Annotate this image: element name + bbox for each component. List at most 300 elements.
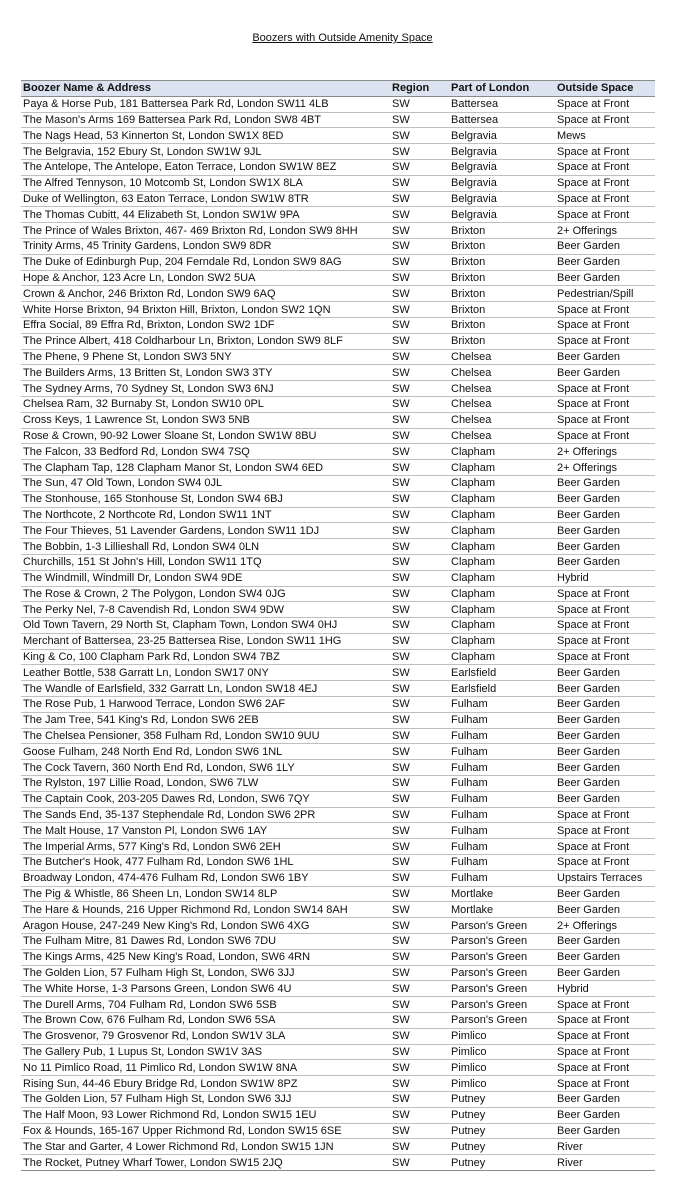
cell-name-address: The Clapham Tap, 128 Clapham Manor St, London SW4 6ED xyxy=(21,460,390,476)
cell-outside-space: Beer Garden xyxy=(555,665,655,681)
table-header-row xyxy=(21,81,655,97)
cell-name-address: The Windmill, Windmill Dr, London SW4 9DE xyxy=(21,570,390,586)
cell-outside-space: Beer Garden xyxy=(555,744,655,760)
table-row xyxy=(21,475,655,491)
cell-name-address: Rising Sun, 44-46 Ebury Bridge Rd, London SW1W 8PZ xyxy=(21,1076,390,1092)
table-row xyxy=(21,586,655,602)
cell-region: SW xyxy=(390,460,449,476)
cell-region: SW xyxy=(390,886,449,902)
table-row xyxy=(21,1076,655,1092)
cell-name-address: Paya & Horse Pub, 181 Battersea Park Rd, London SW11 4LB xyxy=(21,96,390,112)
cell-outside-space: Space at Front xyxy=(555,586,655,602)
cell-name-address: White Horse Brixton, 94 Brixton Hill, Brixton, London SW2 1QN xyxy=(21,302,390,318)
cell-name-address: The Rose Pub, 1 Harwood Terrace, London SW6 2AF xyxy=(21,697,390,713)
cell-outside-space: Space at Front xyxy=(555,144,655,160)
table-row xyxy=(21,681,655,697)
cell-region: SW xyxy=(390,302,449,318)
cell-region: SW xyxy=(390,823,449,839)
cell-region: SW xyxy=(390,618,449,634)
table-row xyxy=(21,381,655,397)
cell-part-of-london: Clapham xyxy=(449,586,555,602)
cell-name-address: Churchills, 151 St John's Hill, London SW11 1TQ xyxy=(21,554,390,570)
cell-outside-space: Space at Front xyxy=(555,1028,655,1044)
cell-part-of-london: Fulham xyxy=(449,791,555,807)
column-header-outside-space: Outside Space xyxy=(555,81,655,97)
cell-outside-space: River xyxy=(555,1139,655,1155)
column-header-part-of-london: Part of London xyxy=(449,81,555,97)
cell-part-of-london: Chelsea xyxy=(449,349,555,365)
cell-region: SW xyxy=(390,728,449,744)
cell-region: SW xyxy=(390,428,449,444)
cell-region: SW xyxy=(390,475,449,491)
cell-outside-space: River xyxy=(555,1155,655,1171)
cell-part-of-london: Parson's Green xyxy=(449,1013,555,1029)
cell-region: SW xyxy=(390,1092,449,1108)
table-row xyxy=(21,460,655,476)
table-row xyxy=(21,776,655,792)
table-row xyxy=(21,807,655,823)
table-row xyxy=(21,870,655,886)
cell-outside-space: Beer Garden xyxy=(555,776,655,792)
table-row xyxy=(21,428,655,444)
cell-part-of-london: Clapham xyxy=(449,491,555,507)
cell-part-of-london: Pimlico xyxy=(449,1028,555,1044)
cell-region: SW xyxy=(390,207,449,223)
cell-outside-space: Beer Garden xyxy=(555,475,655,491)
cell-outside-space: Space at Front xyxy=(555,1044,655,1060)
document-title: Boozers with Outside Amenity Space xyxy=(252,32,433,44)
cell-name-address: Hope & Anchor, 123 Acre Ln, London SW2 5UA xyxy=(21,270,390,286)
table-row xyxy=(21,507,655,523)
cell-name-address: Leather Bottle, 538 Garratt Ln, London SW17 0NY xyxy=(21,665,390,681)
cell-region: SW xyxy=(390,112,449,128)
cell-name-address: The Half Moon, 93 Lower Richmond Rd, London SW15 1EU xyxy=(21,1107,390,1123)
cell-name-address: The Golden Lion, 57 Fulham High St, London SW6 3JJ xyxy=(21,1092,390,1108)
cell-outside-space: Space at Front xyxy=(555,207,655,223)
cell-part-of-london: Putney xyxy=(449,1123,555,1139)
cell-region: SW xyxy=(390,681,449,697)
cell-name-address: Old Town Tavern, 29 North St, Clapham Town, London SW4 0HJ xyxy=(21,618,390,634)
cell-outside-space: Space at Front xyxy=(555,412,655,428)
cell-region: SW xyxy=(390,649,449,665)
cell-part-of-london: Brixton xyxy=(449,270,555,286)
cell-region: SW xyxy=(390,238,449,254)
cell-part-of-london: Fulham xyxy=(449,697,555,713)
cell-name-address: The Bobbin, 1-3 Lillieshall Rd, London SW4 0LN xyxy=(21,539,390,555)
cell-outside-space: Beer Garden xyxy=(555,254,655,270)
cell-region: SW xyxy=(390,1139,449,1155)
cell-region: SW xyxy=(390,554,449,570)
cell-outside-space: Beer Garden xyxy=(555,697,655,713)
cell-part-of-london: Parson's Green xyxy=(449,965,555,981)
cell-name-address: The Pig & Whistle, 86 Sheen Ln, London SW14 8LP xyxy=(21,886,390,902)
table-row xyxy=(21,254,655,270)
cell-outside-space: Space at Front xyxy=(555,997,655,1013)
cell-outside-space: Beer Garden xyxy=(555,934,655,950)
cell-region: SW xyxy=(390,839,449,855)
cell-region: SW xyxy=(390,949,449,965)
cell-name-address: Chelsea Ram, 32 Burnaby St, London SW10 0PL xyxy=(21,396,390,412)
cell-region: SW xyxy=(390,1123,449,1139)
cell-name-address: The Stonhouse, 165 Stonhouse St, London SW4 6BJ xyxy=(21,491,390,507)
cell-name-address: The Mason's Arms 169 Battersea Park Rd, London SW8 4BT xyxy=(21,112,390,128)
table-row xyxy=(21,554,655,570)
cell-part-of-london: Chelsea xyxy=(449,428,555,444)
table-row xyxy=(21,523,655,539)
cell-part-of-london: Parson's Green xyxy=(449,949,555,965)
cell-region: SW xyxy=(390,412,449,428)
cell-region: SW xyxy=(390,317,449,333)
cell-name-address: The Gallery Pub, 1 Lupus St, London SW1V 3AS xyxy=(21,1044,390,1060)
cell-region: SW xyxy=(390,523,449,539)
cell-part-of-london: Clapham xyxy=(449,649,555,665)
cell-name-address: The Builders Arms, 13 Britten St, London SW3 3TY xyxy=(21,365,390,381)
cell-outside-space: Beer Garden xyxy=(555,681,655,697)
table-row xyxy=(21,333,655,349)
cell-part-of-london: Clapham xyxy=(449,460,555,476)
cell-name-address: King & Co, 100 Clapham Park Rd, London SW4 7BZ xyxy=(21,649,390,665)
cell-part-of-london: Fulham xyxy=(449,855,555,871)
table-row xyxy=(21,365,655,381)
cell-name-address: The Sun, 47 Old Town, London SW4 0JL xyxy=(21,475,390,491)
cell-name-address: Merchant of Battersea, 23-25 Battersea Rise, London SW11 1HG xyxy=(21,633,390,649)
cell-outside-space: Beer Garden xyxy=(555,949,655,965)
table-row xyxy=(21,744,655,760)
table-row xyxy=(21,728,655,744)
cell-outside-space: Space at Front xyxy=(555,333,655,349)
cell-name-address: The Star and Garter, 4 Lower Richmond Rd, London SW15 1JN xyxy=(21,1139,390,1155)
cell-name-address: The Sands End, 35-137 Stephendale Rd, London SW6 2PR xyxy=(21,807,390,823)
cell-part-of-london: Belgravia xyxy=(449,159,555,175)
cell-region: SW xyxy=(390,997,449,1013)
cell-name-address: Trinity Arms, 45 Trinity Gardens, London SW9 8DR xyxy=(21,238,390,254)
cell-region: SW xyxy=(390,144,449,160)
cell-region: SW xyxy=(390,870,449,886)
cell-outside-space: Beer Garden xyxy=(555,238,655,254)
cell-name-address: The Antelope, The Antelope, Eaton Terrace, London SW1W 8EZ xyxy=(21,159,390,175)
cell-name-address: The Belgravia, 152 Ebury St, London SW1W 9JL xyxy=(21,144,390,160)
cell-region: SW xyxy=(390,286,449,302)
table-row xyxy=(21,207,655,223)
cell-name-address: The Nags Head, 53 Kinnerton St, London SW1X 8ED xyxy=(21,128,390,144)
table-row xyxy=(21,96,655,112)
cell-region: SW xyxy=(390,791,449,807)
cell-name-address: The Perky Nel, 7-8 Cavendish Rd, London SW4 9DW xyxy=(21,602,390,618)
cell-part-of-london: Clapham xyxy=(449,539,555,555)
cell-region: SW xyxy=(390,902,449,918)
cell-part-of-london: Fulham xyxy=(449,823,555,839)
cell-part-of-london: Pimlico xyxy=(449,1060,555,1076)
table-row xyxy=(21,1044,655,1060)
cell-part-of-london: Brixton xyxy=(449,333,555,349)
cell-region: SW xyxy=(390,760,449,776)
table-row xyxy=(21,396,655,412)
cell-part-of-london: Battersea xyxy=(449,96,555,112)
cell-part-of-london: Battersea xyxy=(449,112,555,128)
cell-part-of-london: Mortlake xyxy=(449,902,555,918)
table-row xyxy=(21,997,655,1013)
cell-region: SW xyxy=(390,333,449,349)
cell-name-address: The Malt House, 17 Vanston Pl, London SW6 1AY xyxy=(21,823,390,839)
cell-outside-space: Space at Front xyxy=(555,839,655,855)
table-row xyxy=(21,175,655,191)
cell-name-address: The Imperial Arms, 577 King's Rd, London SW6 2EH xyxy=(21,839,390,855)
cell-name-address: Aragon House, 247-249 New King's Rd, London SW6 4XG xyxy=(21,918,390,934)
table-row xyxy=(21,665,655,681)
cell-region: SW xyxy=(390,776,449,792)
cell-part-of-london: Belgravia xyxy=(449,175,555,191)
cell-name-address: Broadway London, 474-476 Fulham Rd, London SW6 1BY xyxy=(21,870,390,886)
table-row xyxy=(21,317,655,333)
cell-outside-space: Hybrid xyxy=(555,981,655,997)
cell-part-of-london: Parson's Green xyxy=(449,997,555,1013)
cell-outside-space: Space at Front xyxy=(555,807,655,823)
table-row xyxy=(21,918,655,934)
cell-outside-space: Beer Garden xyxy=(555,902,655,918)
table-row xyxy=(21,1060,655,1076)
cell-outside-space: Space at Front xyxy=(555,1060,655,1076)
cell-name-address: The Kings Arms, 425 New King's Road, London, SW6 4RN xyxy=(21,949,390,965)
cell-outside-space: Space at Front xyxy=(555,855,655,871)
cell-outside-space: Beer Garden xyxy=(555,886,655,902)
table-row xyxy=(21,1155,655,1171)
cell-outside-space: Beer Garden xyxy=(555,539,655,555)
cell-name-address: The Cock Tavern, 360 North End Rd, London, SW6 1LY xyxy=(21,760,390,776)
cell-region: SW xyxy=(390,491,449,507)
cell-region: SW xyxy=(390,1044,449,1060)
cell-outside-space: Beer Garden xyxy=(555,523,655,539)
cell-outside-space: Upstairs Terraces xyxy=(555,870,655,886)
cell-region: SW xyxy=(390,918,449,934)
table-row xyxy=(21,349,655,365)
cell-region: SW xyxy=(390,665,449,681)
cell-name-address: The Four Thieves, 51 Lavender Gardens, London SW11 1DJ xyxy=(21,523,390,539)
cell-outside-space: 2+ Offerings xyxy=(555,223,655,239)
cell-name-address: The Phene, 9 Phene St, London SW3 5NY xyxy=(21,349,390,365)
cell-region: SW xyxy=(390,96,449,112)
cell-name-address: The Jam Tree, 541 King's Rd, London SW6 2EB xyxy=(21,712,390,728)
cell-outside-space: Beer Garden xyxy=(555,760,655,776)
table-row xyxy=(21,855,655,871)
cell-region: SW xyxy=(390,444,449,460)
cell-name-address: The Rose & Crown, 2 The Polygon, London SW4 0JG xyxy=(21,586,390,602)
cell-outside-space: Beer Garden xyxy=(555,365,655,381)
cell-outside-space: Space at Front xyxy=(555,112,655,128)
table-row xyxy=(21,934,655,950)
cell-region: SW xyxy=(390,159,449,175)
cell-name-address: Fox & Hounds, 165-167 Upper Richmond Rd, London SW15 6SE xyxy=(21,1123,390,1139)
cell-part-of-london: Fulham xyxy=(449,760,555,776)
cell-region: SW xyxy=(390,1076,449,1092)
cell-outside-space: Mews xyxy=(555,128,655,144)
table-row xyxy=(21,112,655,128)
cell-name-address: The Falcon, 33 Bedford Rd, London SW4 7SQ xyxy=(21,444,390,460)
cell-outside-space: Beer Garden xyxy=(555,1107,655,1123)
cell-region: SW xyxy=(390,633,449,649)
cell-part-of-london: Chelsea xyxy=(449,365,555,381)
table-row xyxy=(21,839,655,855)
table-row xyxy=(21,238,655,254)
cell-name-address: The Sydney Arms, 70 Sydney St, London SW3 6NJ xyxy=(21,381,390,397)
table-row xyxy=(21,823,655,839)
cell-name-address: The Fulham Mitre, 81 Dawes Rd, London SW6 7DU xyxy=(21,934,390,950)
table-row xyxy=(21,444,655,460)
cell-part-of-london: Clapham xyxy=(449,444,555,460)
cell-part-of-london: Chelsea xyxy=(449,412,555,428)
cell-name-address: The Thomas Cubitt, 44 Elizabeth St, London SW1W 9PA xyxy=(21,207,390,223)
cell-part-of-london: Mortlake xyxy=(449,886,555,902)
cell-part-of-london: Parson's Green xyxy=(449,981,555,997)
cell-outside-space: Space at Front xyxy=(555,618,655,634)
cell-name-address: The Grosvenor, 79 Grosvenor Rd, London SW1V 3LA xyxy=(21,1028,390,1044)
cell-region: SW xyxy=(390,855,449,871)
cell-outside-space: Space at Front xyxy=(555,96,655,112)
cell-region: SW xyxy=(390,1107,449,1123)
cell-outside-space: Space at Front xyxy=(555,191,655,207)
cell-part-of-london: Fulham xyxy=(449,728,555,744)
cell-part-of-london: Brixton xyxy=(449,254,555,270)
cell-part-of-london: Clapham xyxy=(449,554,555,570)
cell-region: SW xyxy=(390,254,449,270)
cell-outside-space: 2+ Offerings xyxy=(555,460,655,476)
cell-name-address: Crown & Anchor, 246 Brixton Rd, London SW9 6AQ xyxy=(21,286,390,302)
cell-part-of-london: Parson's Green xyxy=(449,918,555,934)
cell-part-of-london: Fulham xyxy=(449,807,555,823)
cell-outside-space: Space at Front xyxy=(555,175,655,191)
cell-region: SW xyxy=(390,697,449,713)
table-row xyxy=(21,1123,655,1139)
cell-outside-space: Space at Front xyxy=(555,1013,655,1029)
cell-region: SW xyxy=(390,223,449,239)
cell-name-address: The Hare & Hounds, 216 Upper Richmond Rd, London SW14 8AH xyxy=(21,902,390,918)
cell-region: SW xyxy=(390,744,449,760)
table-row xyxy=(21,570,655,586)
cell-part-of-london: Clapham xyxy=(449,633,555,649)
cell-region: SW xyxy=(390,365,449,381)
table-row xyxy=(21,270,655,286)
table-row xyxy=(21,981,655,997)
cell-outside-space: 2+ Offerings xyxy=(555,918,655,934)
cell-region: SW xyxy=(390,349,449,365)
cell-outside-space: Beer Garden xyxy=(555,491,655,507)
cell-region: SW xyxy=(390,602,449,618)
cell-outside-space: Space at Front xyxy=(555,317,655,333)
cell-region: SW xyxy=(390,191,449,207)
table-row xyxy=(21,144,655,160)
table-row xyxy=(21,949,655,965)
cell-outside-space: Space at Front xyxy=(555,428,655,444)
cell-part-of-london: Brixton xyxy=(449,223,555,239)
cell-part-of-london: Putney xyxy=(449,1155,555,1171)
cell-part-of-london: Clapham xyxy=(449,602,555,618)
cell-region: SW xyxy=(390,981,449,997)
cell-part-of-london: Putney xyxy=(449,1139,555,1155)
column-header-name: Boozer Name & Address xyxy=(21,81,390,97)
cell-name-address: The Wandle of Earlsfield, 332 Garratt Ln, London SW18 4EJ xyxy=(21,681,390,697)
cell-region: SW xyxy=(390,965,449,981)
cell-part-of-london: Earlsfield xyxy=(449,681,555,697)
cell-name-address: The Rylston, 197 Lillie Road, London, SW6 7LW xyxy=(21,776,390,792)
cell-outside-space: Beer Garden xyxy=(555,965,655,981)
cell-outside-space: Beer Garden xyxy=(555,349,655,365)
cell-outside-space: Beer Garden xyxy=(555,507,655,523)
table-row xyxy=(21,886,655,902)
cell-part-of-london: Clapham xyxy=(449,475,555,491)
cell-region: SW xyxy=(390,175,449,191)
cell-part-of-london: Brixton xyxy=(449,238,555,254)
table-row xyxy=(21,712,655,728)
table-row xyxy=(21,491,655,507)
cell-name-address: Cross Keys, 1 Lawrence St, London SW3 5NB xyxy=(21,412,390,428)
cell-region: SW xyxy=(390,570,449,586)
cell-name-address: The Captain Cook, 203-205 Dawes Rd, London, SW6 7QY xyxy=(21,791,390,807)
table-row xyxy=(21,965,655,981)
cell-part-of-london: Pimlico xyxy=(449,1044,555,1060)
cell-name-address: The Brown Cow, 676 Fulham Rd, London SW6 5SA xyxy=(21,1013,390,1029)
cell-region: SW xyxy=(390,539,449,555)
table-row xyxy=(21,602,655,618)
cell-outside-space: Pedestrian/Spill xyxy=(555,286,655,302)
table-row xyxy=(21,618,655,634)
table-row xyxy=(21,159,655,175)
table-row xyxy=(21,760,655,776)
table-body xyxy=(21,96,655,1170)
cell-part-of-london: Clapham xyxy=(449,570,555,586)
cell-outside-space: Space at Front xyxy=(555,396,655,412)
cell-part-of-london: Clapham xyxy=(449,618,555,634)
cell-outside-space: Space at Front xyxy=(555,602,655,618)
table-row xyxy=(21,286,655,302)
cell-region: SW xyxy=(390,586,449,602)
cell-name-address: The Prince Albert, 418 Coldharbour Ln, Brixton, London SW9 8LF xyxy=(21,333,390,349)
cell-outside-space: Hybrid xyxy=(555,570,655,586)
cell-part-of-london: Brixton xyxy=(449,302,555,318)
cell-name-address: Effra Social, 89 Effra Rd, Brixton, London SW2 1DF xyxy=(21,317,390,333)
cell-part-of-london: Belgravia xyxy=(449,144,555,160)
table-row xyxy=(21,191,655,207)
cell-outside-space: Space at Front xyxy=(555,381,655,397)
cell-part-of-london: Putney xyxy=(449,1107,555,1123)
cell-part-of-london: Brixton xyxy=(449,317,555,333)
table-row xyxy=(21,697,655,713)
cell-name-address: The Duke of Edinburgh Pup, 204 Ferndale Rd, London SW9 8AG xyxy=(21,254,390,270)
table-row xyxy=(21,1092,655,1108)
cell-part-of-london: Chelsea xyxy=(449,396,555,412)
cell-region: SW xyxy=(390,270,449,286)
table-row xyxy=(21,1013,655,1029)
cell-region: SW xyxy=(390,1155,449,1171)
cell-name-address: The Northcote, 2 Northcote Rd, London SW11 1NT xyxy=(21,507,390,523)
cell-part-of-london: Belgravia xyxy=(449,207,555,223)
cell-part-of-london: Pimlico xyxy=(449,1076,555,1092)
table-row xyxy=(21,649,655,665)
cell-region: SW xyxy=(390,807,449,823)
cell-part-of-london: Fulham xyxy=(449,776,555,792)
cell-name-address: The Prince of Wales Brixton, 467- 469 Brixton Rd, London SW9 8HH xyxy=(21,223,390,239)
table-row xyxy=(21,412,655,428)
cell-part-of-london: Clapham xyxy=(449,523,555,539)
column-header-region: Region xyxy=(390,81,449,97)
cell-name-address: Duke of Wellington, 63 Eaton Terrace, London SW1W 8TR xyxy=(21,191,390,207)
cell-part-of-london: Clapham xyxy=(449,507,555,523)
table-row xyxy=(21,539,655,555)
cell-name-address: No 11 Pimlico Road, 11 Pimlico Rd, London SW1W 8NA xyxy=(21,1060,390,1076)
table-row xyxy=(21,1028,655,1044)
cell-name-address: The White Horse, 1-3 Parsons Green, London SW6 4U xyxy=(21,981,390,997)
table-row xyxy=(21,302,655,318)
table-row xyxy=(21,1107,655,1123)
table-row xyxy=(21,902,655,918)
